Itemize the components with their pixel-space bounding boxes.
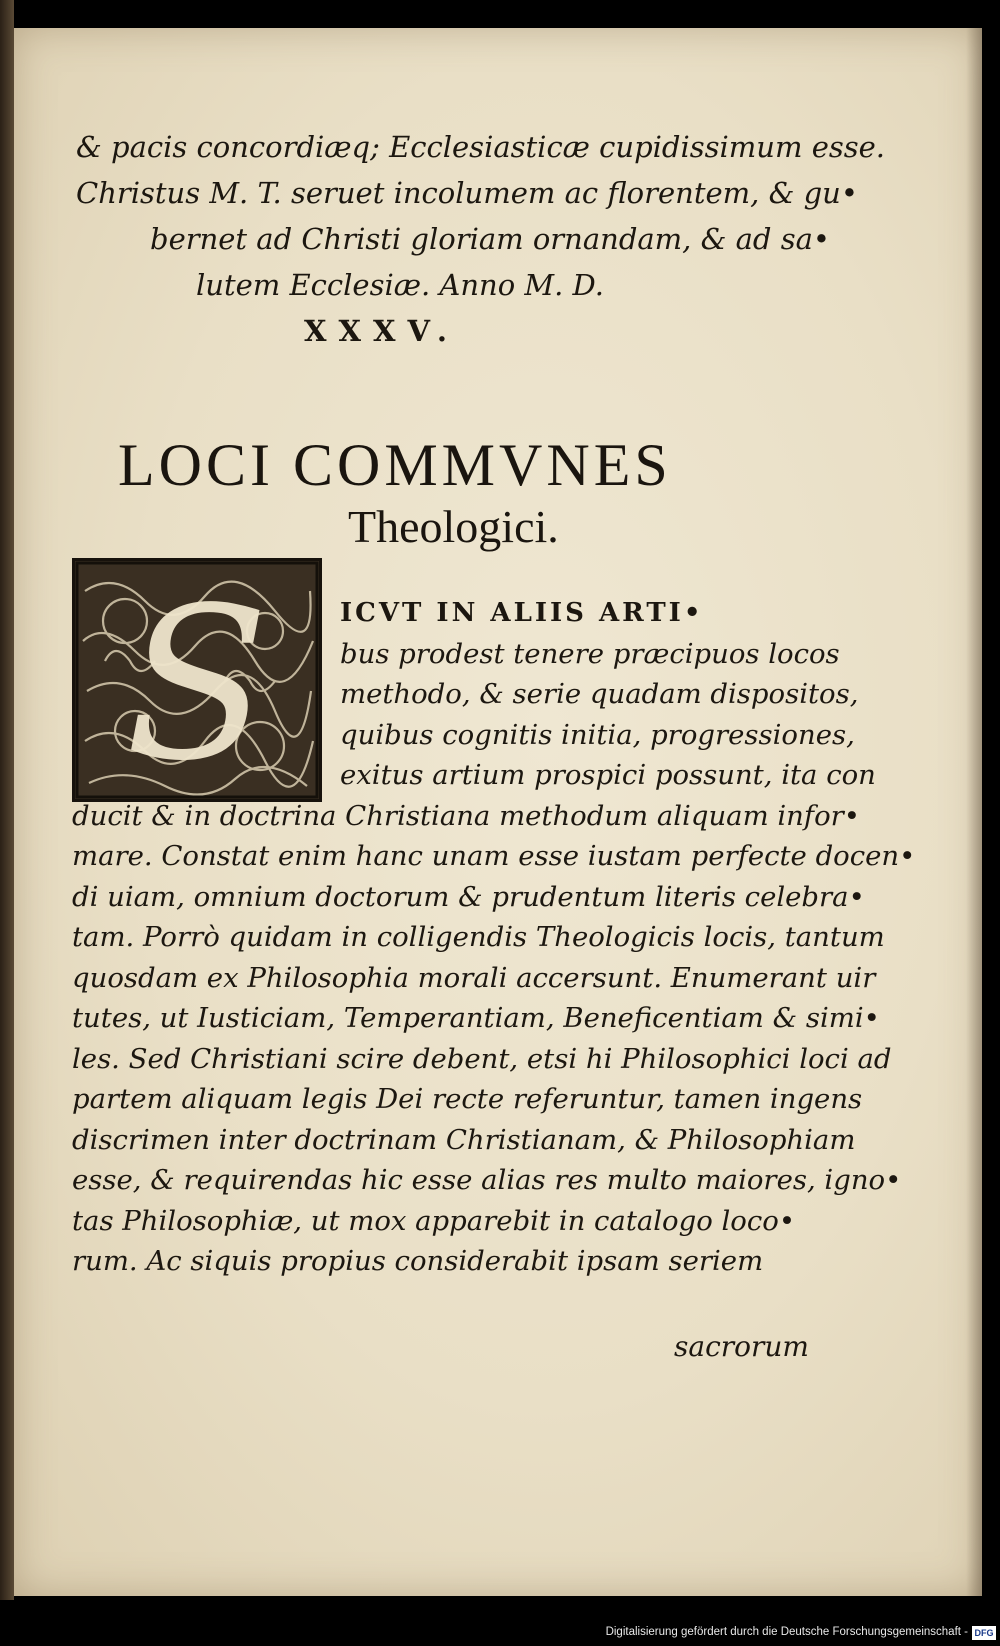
prelude-line: & pacis concordiæq; Ecclesiasticæ cupidissimum esse. [76, 130, 885, 164]
body-line: partem aliquam legis Dei recte referuntur, tamen ingens [72, 1083, 863, 1115]
prelude-year-line: XXXV. [304, 314, 460, 348]
page-edge-shadow [966, 28, 982, 1596]
book-page [14, 28, 982, 1596]
funding-footer [0, 1622, 1000, 1646]
body-line: ICVT IN ALIIS ARTI• [340, 598, 704, 628]
prelude-line: bernet ad Christi gloriam ornandam, & ad sa• [150, 222, 830, 256]
funding-text: Digitalisierung gefördert durch die Deutsche Forschungsgemeinschaft - [605, 1626, 968, 1638]
body-line: mare. Constat enim hanc unam esse iustam perfecte docen• [72, 840, 916, 872]
catchword: sacrorum [674, 1330, 809, 1363]
body-line: les. Sed Christiani scire debent, etsi hi Philosophici loci ad [72, 1042, 892, 1075]
body-line: bus prodest tenere præcipuos locos [340, 637, 840, 670]
body-line: exitus artium prospici possunt, ita con [340, 759, 876, 791]
prelude-text-block [76, 124, 885, 354]
prelude-line: Christus M. T. seruet incolumem ac florentem, & gu• [76, 176, 858, 210]
body-line: tas Philosophiæ, ut mox apparebit in catalogo loco• [72, 1204, 796, 1237]
scan-left-edge [0, 0, 14, 1600]
title-sub: Theologici. [348, 501, 559, 552]
prelude-line: lutem Ecclesiæ. Anno M. D. [196, 268, 604, 302]
body-line: ducit & in doctrina Christiana methodum aliquam infor• [72, 799, 860, 832]
body-line: methodo, & serie quadam dispositos, [340, 678, 859, 710]
body-line: rum. Ac siquis propius considerabit ipsam seriem [72, 1245, 764, 1277]
body-line: quibus cognitis initia, progressiones, [340, 718, 855, 751]
body-line: tutes, ut Iusticiam, Temperantiam, Beneficentiam & simi• [72, 1002, 880, 1034]
body-line: discrimen inter doctrinam Christianam, & Philosophiam [72, 1123, 856, 1156]
svg-text:S: S [125, 562, 269, 799]
body-line: esse, & requirendas hic esse alias res multo maiores, igno• [72, 1164, 902, 1196]
chapter-title [118, 432, 818, 556]
body-text-block [72, 593, 916, 1282]
title-main: LOCI COMMVNES [118, 432, 672, 498]
body-line: quosdam ex Philosophia morali accersunt. Enumerant uir [72, 961, 876, 994]
body-line: di uiam, omnium doctorum & prudentum literis celebra• [72, 880, 865, 913]
body-line: tam. Porrò quidam in colligendis Theologicis locis, tantum [72, 921, 885, 953]
dfg-logo-icon: DFG [972, 1626, 996, 1640]
